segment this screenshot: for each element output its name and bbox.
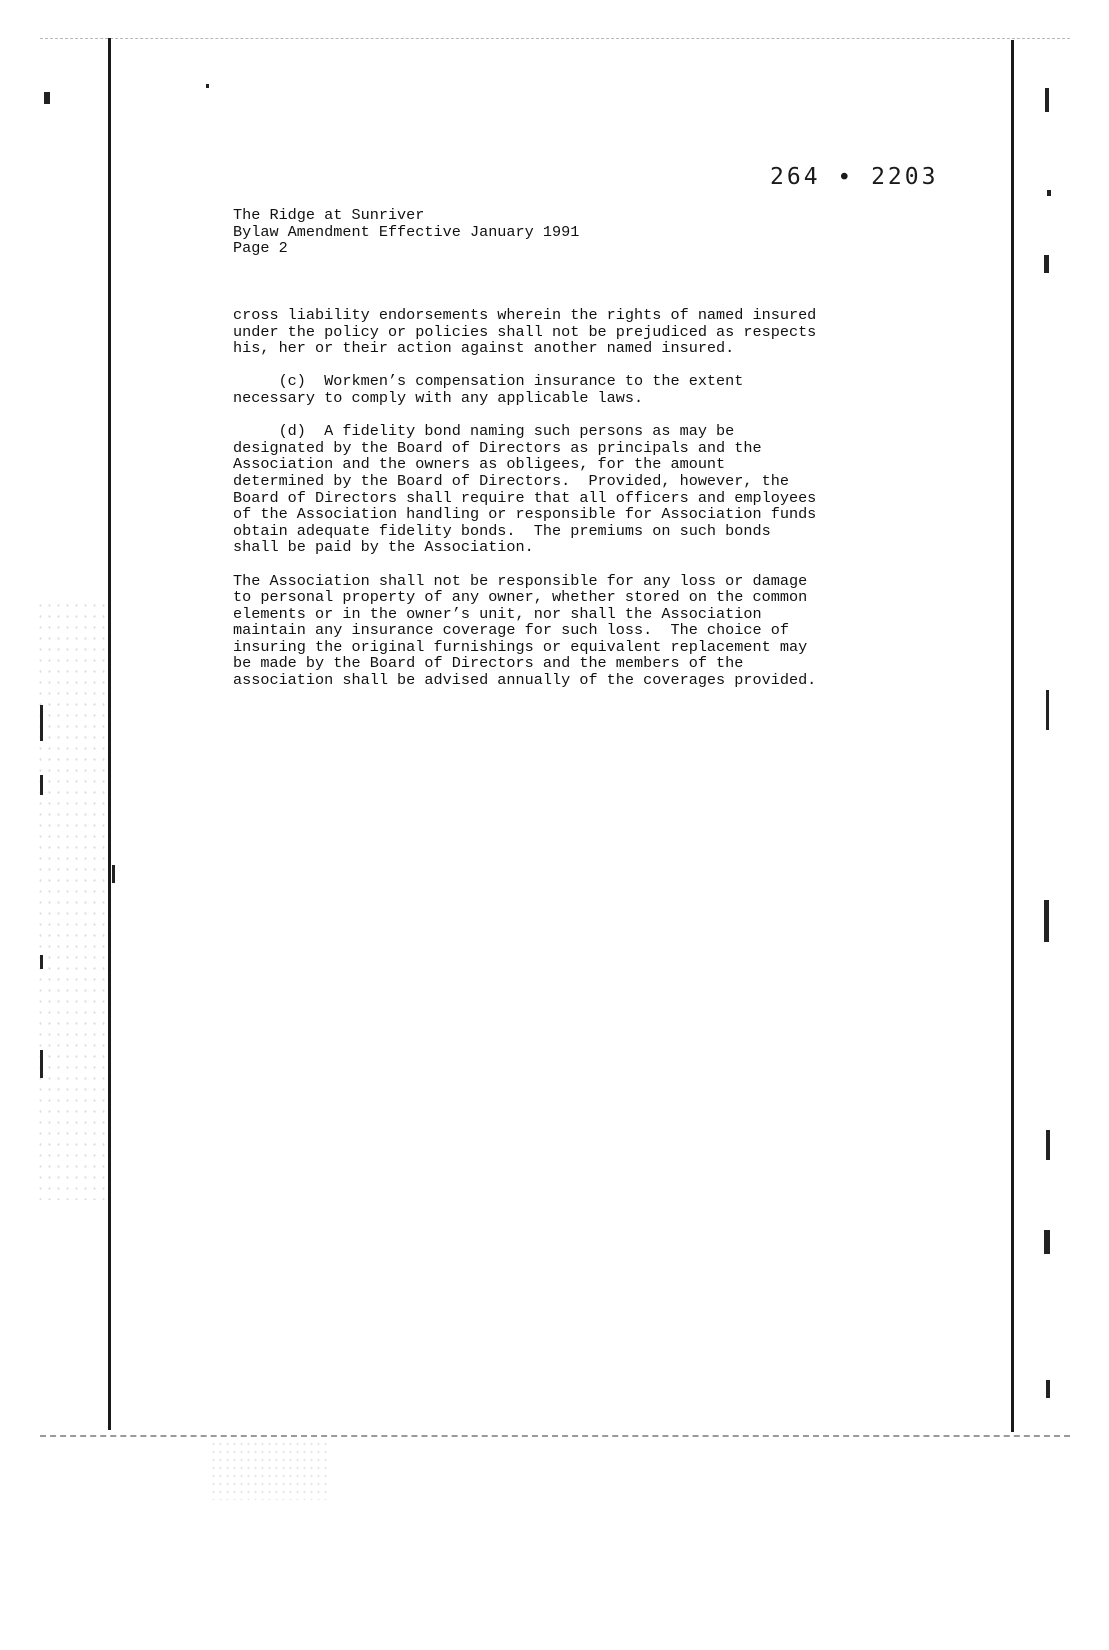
text-line: to personal property of any owner, whether stored on the common	[233, 588, 808, 607]
text-line: obtain adequate fidelity bonds. The premiums on such bonds	[233, 521, 771, 540]
scan-edge-right	[1011, 40, 1014, 1432]
paragraph-workmens-compensation	[233, 373, 913, 406]
document-body	[233, 307, 913, 705]
paragraph-fidelity-bond	[233, 423, 913, 556]
scan-speck	[40, 1050, 43, 1078]
text-line: designated by the Board of Directors as principals and the	[233, 438, 762, 457]
header-subtitle: Bylaw Amendment Effective January 1991	[233, 222, 580, 241]
text-line: maintain any insurance coverage for such loss. The choice of	[233, 621, 789, 640]
scan-speck	[40, 955, 43, 969]
text-line: shall be paid by the Association.	[233, 538, 534, 557]
scan-speck	[1046, 1380, 1050, 1398]
scan-edge-left	[108, 38, 111, 1430]
paragraph-cross-liability	[233, 307, 913, 357]
text-line: cross liability endorsements wherein the rights of named insured	[233, 306, 817, 324]
text-line: be made by the Board of Directors and the members of the	[233, 654, 744, 673]
scan-noise-left	[36, 600, 106, 1200]
scan-speck	[44, 92, 50, 104]
scan-speck	[1045, 88, 1049, 112]
text-line: The Association shall not be responsible for any loss or damage	[233, 571, 808, 590]
document-header	[233, 207, 579, 257]
scan-speck	[1044, 1230, 1050, 1254]
scan-speck	[1044, 255, 1049, 273]
scan-speck	[1044, 900, 1049, 942]
text-line: his, her or their action against another named insured.	[233, 339, 735, 358]
text-line: necessary to comply with any applicable laws.	[233, 388, 644, 407]
paragraph-association-liability	[233, 573, 913, 689]
text-line: (d) A fidelity bond naming such persons as may be	[233, 422, 735, 441]
text-line: insuring the original furnishings or equivalent replacement may	[233, 637, 808, 656]
header-title: The Ridge at Sunriver	[233, 206, 425, 224]
text-line: Board of Directors shall require that all officers and employees	[233, 488, 817, 507]
text-line: under the policy or policies shall not be prejudiced as respects	[233, 322, 817, 341]
document-number: 264 ∙ 2203	[770, 164, 939, 190]
scan-edge-top	[40, 38, 1070, 40]
text-line: (c) Workmen’s compensation insurance to the extent	[233, 372, 744, 391]
scan-speck	[1046, 1130, 1050, 1160]
scan-speck	[40, 775, 43, 795]
text-line: association shall be advised annually of the coverages provided.	[233, 671, 817, 690]
scan-speck	[1047, 190, 1051, 196]
scan-speck	[206, 84, 209, 88]
scan-speck	[112, 865, 115, 883]
scan-noise-bottom	[210, 1440, 330, 1500]
text-line: elements or in the owner’s unit, nor shall the Association	[233, 604, 762, 623]
scan-speck	[40, 705, 43, 741]
text-line: Association and the owners as obligees, for the amount	[233, 455, 726, 474]
scan-speck	[1046, 690, 1049, 730]
text-line: of the Association handling or responsible for Association funds	[233, 505, 817, 524]
scan-edge-bottom	[40, 1435, 1070, 1438]
header-page-number: Page 2	[233, 239, 288, 258]
text-line: determined by the Board of Directors. Provided, however, the	[233, 471, 789, 490]
